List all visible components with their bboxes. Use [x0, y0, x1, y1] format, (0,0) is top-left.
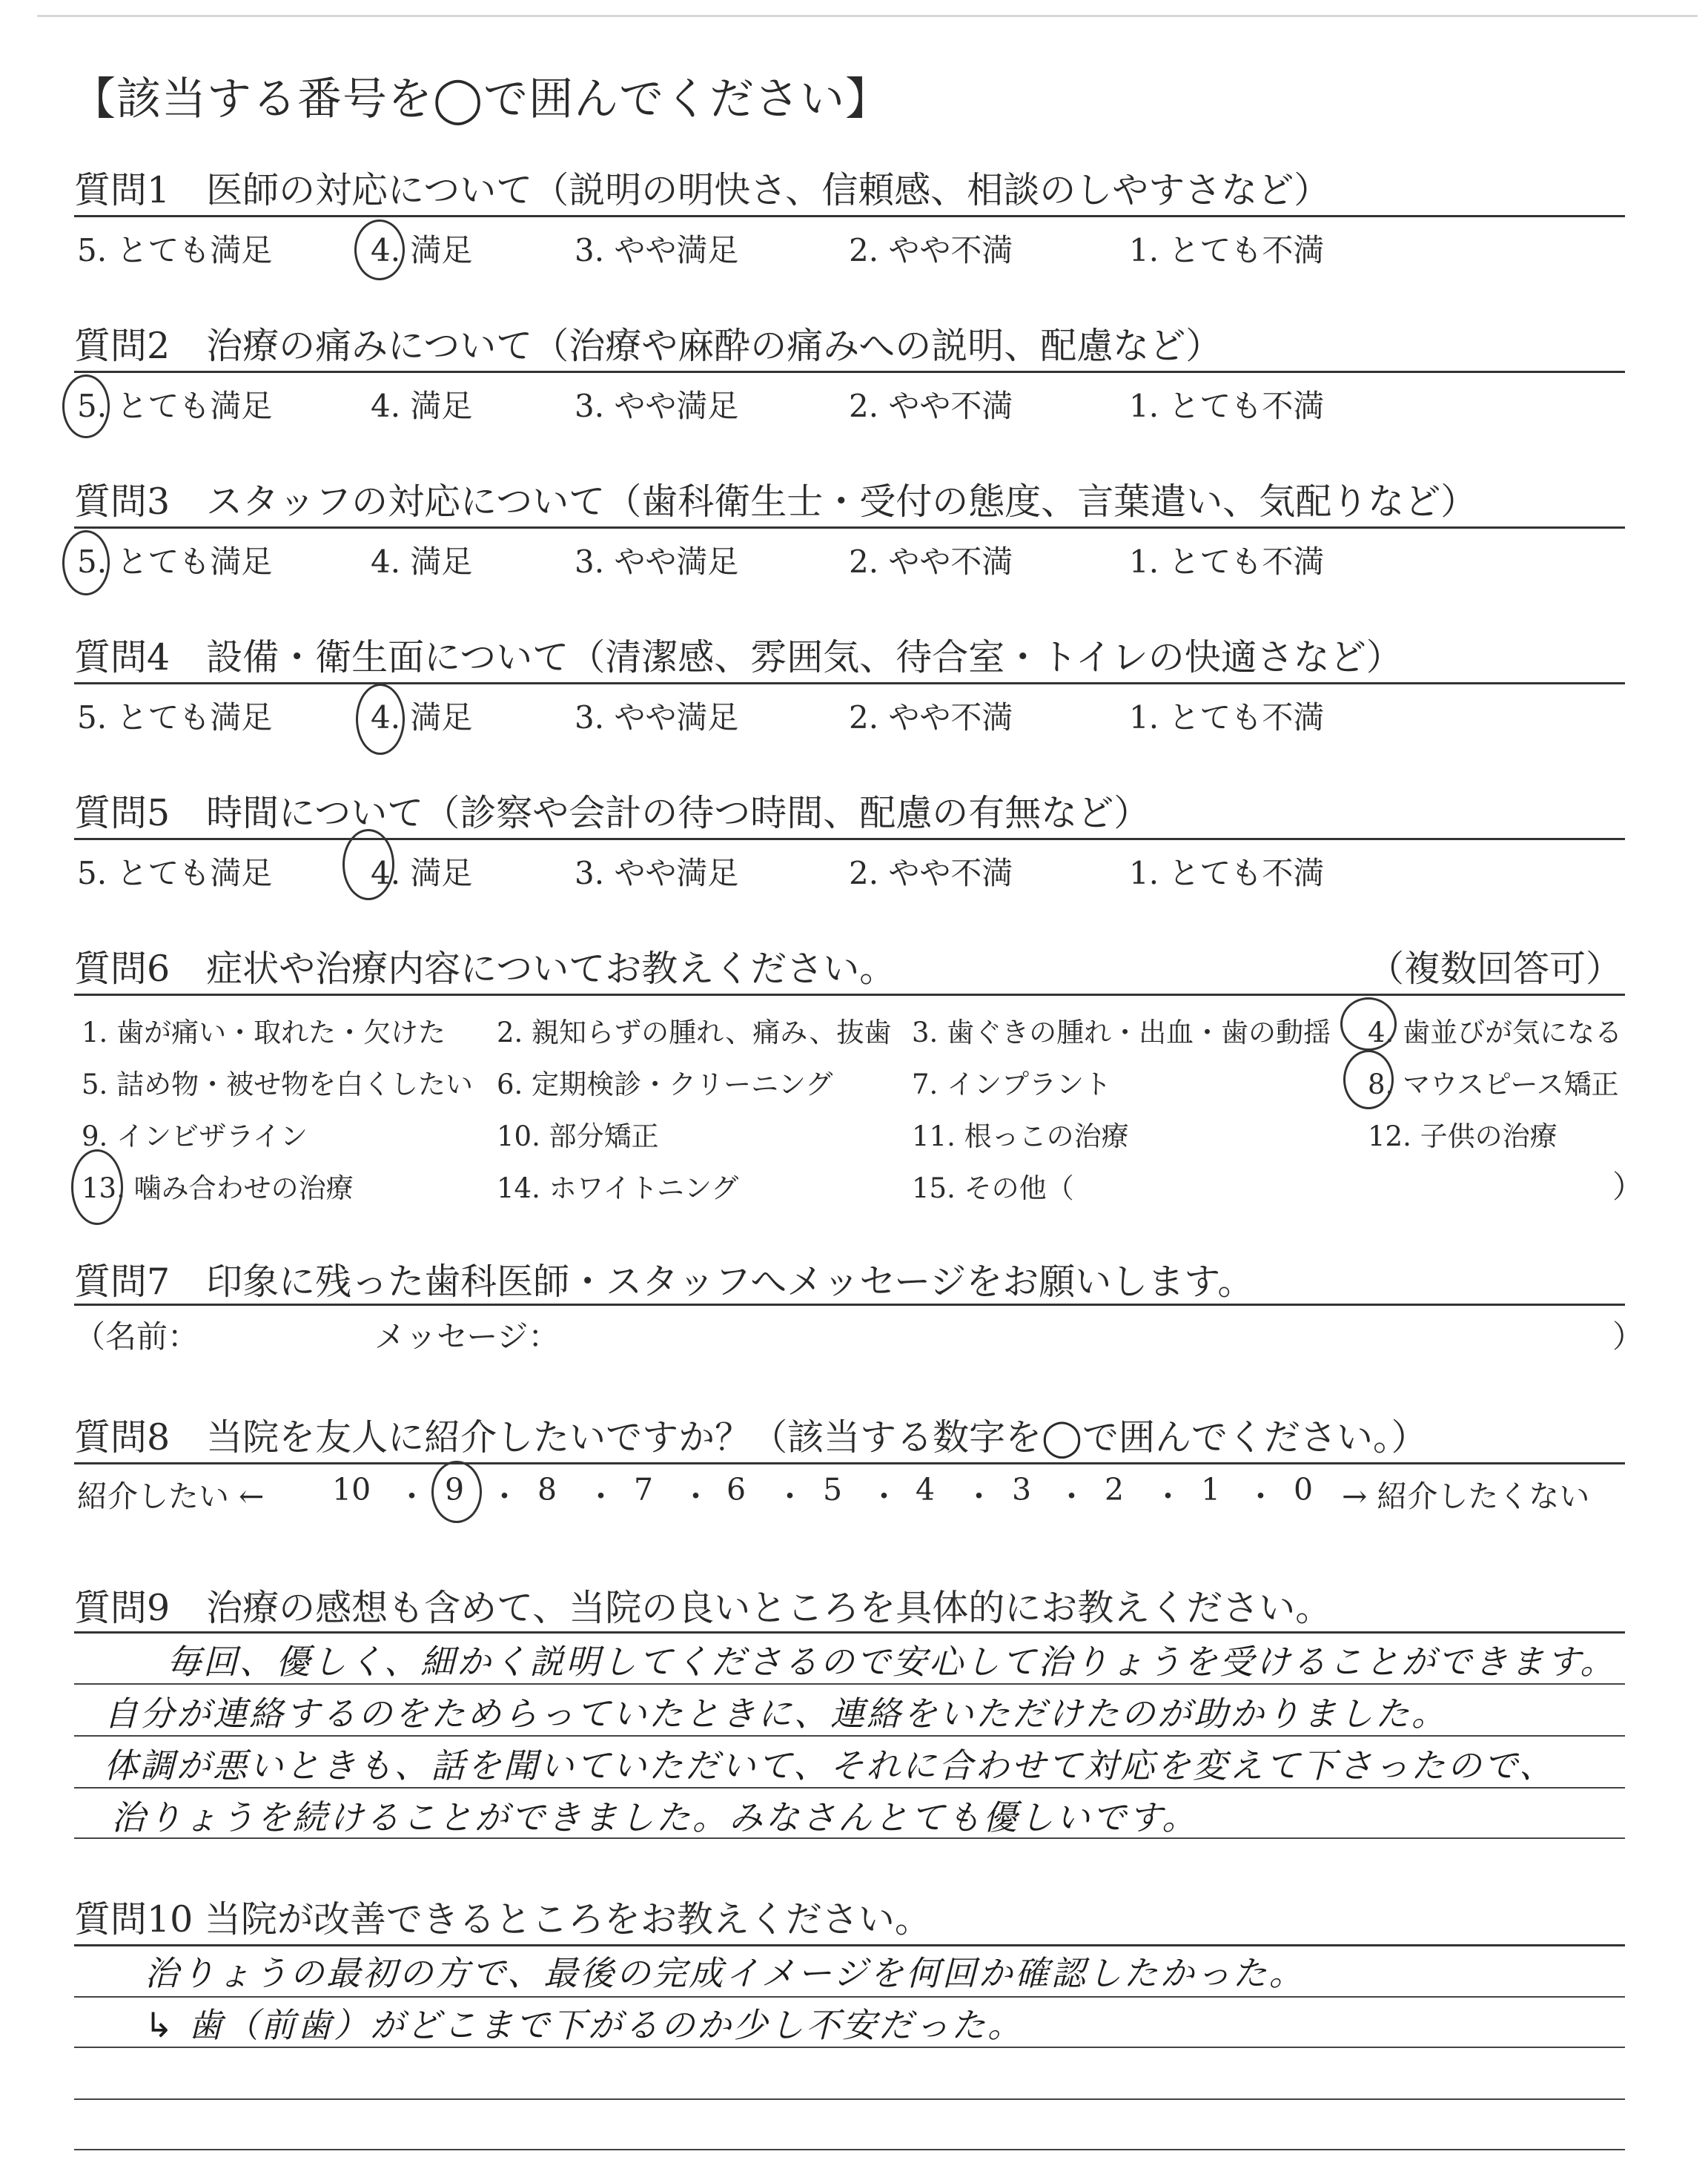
question-1-title: 質問1 医師の対応について（説明の明快さ、信頼感、相談のしやすさなど） — [74, 169, 1331, 211]
q1-option-4[interactable]: 4. 満足 — [371, 232, 473, 268]
question-7-title: 質問7 印象に残った歯科医師・スタッフへメッセージをお願いします。 — [74, 1261, 1254, 1303]
q6-option-3[interactable]: 3. 歯ぐきの腫れ・出血・歯の動揺 — [912, 1017, 1331, 1048]
q6-option-12[interactable]: 12. 子供の治療 — [1368, 1120, 1558, 1152]
question-3-rule — [74, 526, 1625, 529]
q3-option-3[interactable]: 3. やや満足 — [575, 544, 739, 580]
question-2-title: 質問2 治療の痛みについて（治療や麻酔の痛みへの説明、配慮など） — [74, 325, 1222, 367]
q2-option-4[interactable]: 4. 満足 — [371, 388, 473, 424]
q9-answer-line-1: 毎回、優しく、細かく説明してくださるので安心して治りょうを受けることができます。 — [167, 1642, 1617, 1682]
q8-right-label: → 紹介したくない — [1342, 1479, 1590, 1514]
q5-selection-circle — [342, 829, 394, 900]
question-8-title: 質問8 当院を友人に紹介したいですか？（該当する数字を◯で囲んでください。） — [74, 1416, 1428, 1459]
q8-scale-7[interactable]: 7 — [634, 1472, 654, 1507]
q1-option-2[interactable]: 2. やや不満 — [849, 232, 1013, 268]
q8-selection-circle — [431, 1461, 482, 1523]
q8-dot: ・ — [1245, 1479, 1276, 1514]
question-9-title: 質問9 治療の感想も含めて、当院の良いところを具体的にお教えください。 — [74, 1587, 1332, 1629]
q2-selection-circle — [62, 374, 110, 438]
q6-option-7[interactable]: 7. インプラント — [912, 1069, 1112, 1100]
q8-dot: ・ — [586, 1479, 616, 1514]
q3-option-5[interactable]: 5. とても満足 — [77, 544, 273, 580]
q8-dot: ・ — [775, 1479, 805, 1514]
q6-option-14[interactable]: 14. ホワイトニング — [497, 1172, 739, 1204]
q8-scale-6[interactable]: 6 — [726, 1472, 747, 1507]
q6-option-5[interactable]: 5. 詰め物・被せ物を白くしたい — [82, 1069, 474, 1100]
top-border — [37, 15, 1698, 17]
q5-option-4[interactable]: 4. 満足 — [371, 855, 473, 891]
q8-dot: ・ — [964, 1479, 994, 1514]
q8-scale-3[interactable]: 3 — [1012, 1472, 1032, 1507]
q5-option-3[interactable]: 3. やや満足 — [575, 855, 739, 891]
q2-option-1[interactable]: 1. とても不満 — [1129, 388, 1325, 424]
q6-option-13[interactable]: 13. 噛み合わせの治療 — [82, 1172, 354, 1204]
q4-option-3[interactable]: 3. やや満足 — [575, 699, 739, 736]
q3-option-4[interactable]: 4. 満足 — [371, 544, 473, 580]
q2-option-2[interactable]: 2. やや不満 — [849, 388, 1013, 424]
question-7-rule — [74, 1304, 1625, 1306]
q8-dot: ・ — [1153, 1479, 1183, 1514]
question-2-rule — [74, 371, 1625, 373]
question-5-rule — [74, 838, 1625, 840]
q4-option-1[interactable]: 1. とても不満 — [1129, 699, 1325, 736]
form-header: 【該当する番号を◯で囲んでください】 — [71, 73, 891, 125]
q3-option-1[interactable]: 1. とても不満 — [1129, 544, 1325, 580]
question-6-rule — [74, 994, 1625, 996]
q6-selection-circle-8 — [1343, 1050, 1394, 1109]
q6-option-8[interactable]: 8. マウスピース矯正 — [1368, 1069, 1619, 1100]
q8-scale-8[interactable]: 8 — [537, 1472, 557, 1507]
q8-dot: ・ — [1056, 1479, 1087, 1514]
q8-left-label: 紹介したい ← — [77, 1479, 265, 1514]
question-9-rule-0 — [74, 1631, 1625, 1634]
q7-name-label: （名前： — [74, 1318, 199, 1355]
q3-selection-circle — [62, 530, 110, 595]
question-6-note: （複数回答可） — [1368, 948, 1623, 990]
q10-answer-line-1: 治りょうの最初の方で、最後の完成イメージを何回か確認したかった。 — [145, 1953, 1305, 1993]
q6-selection-circle-4 — [1340, 997, 1397, 1051]
q6-option-15[interactable]: 15. その他（ — [912, 1172, 1074, 1204]
q1-option-1[interactable]: 1. とても不満 — [1129, 232, 1325, 268]
q6-other-close-paren: ） — [1612, 1169, 1644, 1205]
q8-dot: ・ — [681, 1479, 711, 1514]
q8-scale-10[interactable]: 10 — [332, 1472, 371, 1507]
q6-option-2[interactable]: 2. 親知らずの腫れ、痛み、抜歯 — [497, 1017, 892, 1048]
question-10-title: 質問10 当院が改善できるところをお教えください。 — [74, 1898, 931, 1941]
question-4-rule — [74, 682, 1625, 684]
q1-selection-circle — [354, 219, 405, 280]
q6-option-6[interactable]: 6. 定期検診・クリーニング — [497, 1069, 833, 1100]
q6-option-11[interactable]: 11. 根っこの治療 — [912, 1120, 1129, 1152]
q1-option-3[interactable]: 3. やや満足 — [575, 232, 739, 268]
q9-answer-line-3: 体調が悪いときも、話を聞いていただいて、それに合わせて対応を変えて下さったので、 — [104, 1745, 1556, 1786]
question-8-rule — [74, 1462, 1625, 1464]
question-3-title: 質問3 スタッフの対応について（歯科衛生士・受付の態度、言葉遣い、気配りなど） — [74, 480, 1477, 523]
q4-option-4[interactable]: 4. 満足 — [371, 699, 473, 736]
question-5-title: 質問5 時間について（診察や会計の待つ時間、配慮の有無など） — [74, 792, 1151, 834]
q4-selection-circle — [356, 684, 405, 755]
question-6-title: 質問6 症状や治療内容についてお教えください。 — [74, 948, 896, 990]
q7-message-label: メッセージ： — [374, 1318, 560, 1355]
q8-scale-2[interactable]: 2 — [1105, 1472, 1125, 1507]
question-4-title: 質問4 設備・衛生面について（清潔感、雰囲気、待合室・トイレの快適さなど） — [74, 636, 1403, 678]
q1-option-5[interactable]: 5. とても満足 — [77, 232, 273, 268]
q2-option-3[interactable]: 3. やや満足 — [575, 388, 739, 424]
q5-option-1[interactable]: 1. とても不満 — [1129, 855, 1325, 891]
q8-scale-4[interactable]: 4 — [916, 1472, 936, 1507]
q8-scale-9[interactable]: 9 — [445, 1472, 465, 1507]
q6-option-10[interactable]: 10. 部分矯正 — [497, 1120, 659, 1152]
q3-option-2[interactable]: 2. やや不満 — [849, 544, 1013, 580]
q5-option-2[interactable]: 2. やや不満 — [849, 855, 1013, 891]
question-1-rule — [74, 215, 1625, 217]
q4-option-5[interactable]: 5. とても満足 — [77, 699, 273, 736]
q5-option-5[interactable]: 5. とても満足 — [77, 855, 273, 891]
q8-dot: ・ — [397, 1479, 427, 1514]
q8-scale-5[interactable]: 5 — [823, 1472, 843, 1507]
q6-option-9[interactable]: 9. インビザライン — [82, 1120, 308, 1152]
q7-close-paren: ） — [1612, 1318, 1644, 1355]
question-10-rule-4 — [74, 2149, 1625, 2150]
q10-answer-line-2: ↳ 歯（前歯）がどこまで下がるのか少し不安だった。 — [145, 2005, 1025, 2045]
q8-scale-0[interactable]: 0 — [1294, 1472, 1314, 1507]
question-10-rule-3 — [74, 2098, 1625, 2100]
q8-dot: ・ — [869, 1479, 899, 1514]
q6-selection-circle-13 — [71, 1149, 123, 1225]
question-10-rule-1 — [74, 1996, 1625, 1998]
q6-option-1[interactable]: 1. 歯が痛い・取れた・欠けた — [82, 1017, 446, 1048]
q9-answer-line-2: 自分が連絡するのをためらっていたときに、連絡をいただけたのが助かりました。 — [104, 1694, 1448, 1734]
q2-option-5[interactable]: 5. とても満足 — [77, 388, 273, 424]
q9-answer-line-4: 治りょうを続けることができました。みなさんとても優しいです。 — [111, 1797, 1199, 1837]
q8-dot: ・ — [489, 1479, 520, 1514]
q4-option-2[interactable]: 2. やや不満 — [849, 699, 1013, 736]
q8-scale-1[interactable]: 1 — [1201, 1472, 1221, 1507]
q6-option-4[interactable]: 4. 歯並びが気になる — [1368, 1017, 1623, 1048]
